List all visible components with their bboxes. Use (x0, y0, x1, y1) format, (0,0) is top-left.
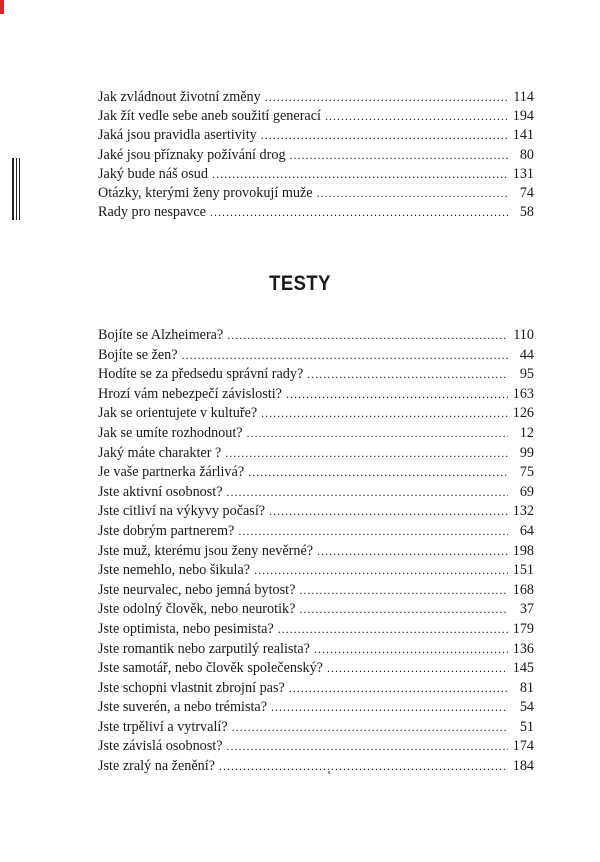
toc-entry-title: Je vaše partnerka žárlivá? (98, 464, 245, 481)
toc-entry (98, 620, 534, 640)
toc-entry (98, 757, 534, 777)
dot-leader (227, 737, 508, 757)
toc-entry-page: 75 (519, 464, 534, 481)
toc-entry (98, 737, 534, 757)
toc-entry (98, 107, 534, 126)
dot-leader (182, 346, 508, 366)
toc-entry-page: 131 (512, 165, 534, 182)
toc-entry-page: 179 (512, 620, 534, 637)
toc-entry-title: Hodíte se za předsedu správní rady? (98, 366, 304, 383)
binding-marks (12, 158, 20, 220)
toc-entry-title: Jaké jsou příznaky požívání drog (98, 146, 286, 163)
toc-entry-title: Jak se umíte rozhodnout? (98, 424, 243, 441)
dot-leader (219, 757, 508, 777)
toc-entry-page: 80 (519, 146, 534, 163)
dot-leader (227, 326, 508, 346)
toc-entry-title: Jste aktivní osobnost? (98, 483, 223, 500)
toc-entry-title: Jste odolný člověk, nebo neurotik? (98, 601, 296, 618)
toc-entry-title: Jste muž, kterému jsou ženy nevěrné? (98, 542, 314, 559)
dot-leader (212, 165, 508, 184)
toc-entry-page: 174 (512, 738, 534, 755)
toc-entry (98, 542, 534, 562)
dot-leader (248, 463, 508, 483)
dot-leader (261, 404, 508, 424)
toc-entry (98, 600, 534, 620)
toc-entry-title: Jste romantik nebo zarputilý realista? (98, 640, 310, 657)
toc-entry-page: 95 (519, 366, 534, 383)
toc-entry-title: Jste trpěliví a vytrvalí? (98, 718, 228, 735)
toc-entry-title: Otázky, kterými ženy provokují muže (98, 184, 313, 201)
toc-entry-title: Jste nemehlo, nebo šikula? (98, 562, 251, 579)
toc-entry-page: 58 (519, 204, 534, 221)
dot-leader (314, 640, 508, 660)
dot-leader (210, 203, 508, 222)
toc-entry-title: Jste zralý na ženění? (98, 758, 215, 775)
toc-entry-page: 151 (512, 562, 534, 579)
toc-entry (98, 679, 534, 699)
dot-leader (307, 365, 508, 385)
toc-entry-page: 12 (519, 424, 534, 441)
toc-entry-page: 168 (512, 581, 534, 598)
toc-entry-page: 74 (519, 184, 534, 201)
toc-entry (98, 126, 534, 145)
toc-entry-page: 99 (519, 444, 534, 461)
toc-entry (98, 404, 534, 424)
toc-entry (98, 718, 534, 738)
toc-entry-page: 145 (512, 660, 534, 677)
dot-leader (289, 679, 508, 699)
dot-leader (271, 698, 508, 718)
toc-entry-title: Jste neurvalec, nebo jemná bytost? (98, 581, 296, 598)
dot-leader (227, 483, 508, 503)
toc-entry (98, 365, 534, 385)
toc-entry (98, 561, 534, 581)
dot-leader (247, 424, 508, 444)
toc-entry-page: 44 (519, 346, 534, 363)
toc-entry-page: 132 (512, 503, 534, 520)
toc-entry (98, 203, 534, 222)
toc-entry (98, 483, 534, 503)
toc-entry-page: 136 (512, 640, 534, 657)
dot-leader (317, 184, 508, 203)
dot-leader (325, 107, 508, 126)
toc-entry (98, 346, 534, 366)
toc-entry-page: 110 (513, 327, 534, 343)
toc-entry-page: 54 (519, 699, 534, 716)
toc-entry-page: 69 (519, 483, 534, 500)
toc-entry-title: Jak zvládnout životní změny (98, 89, 261, 105)
toc-entry-page: 141 (512, 127, 534, 144)
dot-leader (269, 502, 508, 522)
toc-entry (98, 424, 534, 444)
toc-entry-title: Jste optimista, nebo pesimista? (98, 620, 274, 637)
toc-entry-page: 184 (512, 758, 534, 775)
dot-leader (286, 385, 508, 405)
toc-entry (98, 326, 534, 346)
toc-entry (98, 184, 534, 203)
toc-entry-page: 51 (519, 718, 534, 735)
dot-leader (290, 146, 508, 165)
toc-entry (98, 146, 534, 165)
toc-entry-page: 81 (519, 679, 534, 696)
toc-entry (98, 88, 534, 107)
toc-entry (98, 385, 534, 405)
toc-entry (98, 444, 534, 464)
toc-list-tests (98, 326, 534, 777)
toc-entry (98, 698, 534, 718)
dot-leader (327, 659, 508, 679)
toc-entry (98, 522, 534, 542)
dot-leader (261, 126, 508, 145)
toc-entry-title: Jaká jsou pravidla asertivity (98, 127, 257, 144)
toc-entry-title: Jste schopni vlastnit zbrojní pas? (98, 679, 285, 696)
toc-entry-title: Bojíte se žen? (98, 346, 178, 363)
dot-leader (278, 620, 508, 640)
dot-leader (238, 522, 508, 542)
dot-leader (299, 600, 508, 620)
stray-mark (328, 771, 330, 774)
toc-entry (98, 165, 534, 184)
page-edge-mark (0, 0, 4, 14)
toc-entry-title: Jaký máte charakter ? (98, 444, 222, 461)
toc-entry-page: 163 (512, 385, 534, 402)
toc-entry-page: 37 (519, 601, 534, 618)
toc-list-top (98, 88, 534, 222)
toc-entry-title: Jste samotář, nebo člověk společenský? (98, 660, 323, 677)
toc-entry-title: Jste suverén, a nebo trémista? (98, 699, 268, 716)
dot-leader (265, 88, 508, 107)
dot-leader (317, 542, 508, 562)
toc-entry-title: Rady pro nespavce (98, 204, 206, 221)
dot-leader (232, 718, 508, 738)
dot-leader (254, 561, 508, 581)
toc-entry-title: Jste dobrým partnerem? (98, 522, 235, 539)
toc-entry-title: Hrozí vám nebezpečí závislosti? (98, 385, 282, 402)
toc-entry-page: 64 (519, 522, 534, 539)
toc-entry-page: 198 (512, 542, 534, 559)
toc-entry-title: Jak žít vedle sebe aneb soužití generací (98, 108, 321, 125)
toc-entry-page: 126 (512, 405, 534, 422)
toc-entry (98, 659, 534, 679)
toc-entry (98, 640, 534, 660)
toc-entry-title: Jste citliví na výkyvy počasí? (98, 503, 266, 520)
dot-leader (225, 444, 508, 464)
toc-entry (98, 502, 534, 522)
dot-leader (299, 581, 508, 601)
toc-entry-title: Jak se orientujete v kultuře? (98, 405, 258, 422)
section-heading-tests: TESTY (269, 272, 331, 295)
toc-entry-page: 114 (513, 89, 534, 105)
toc-entry (98, 581, 534, 601)
toc-entry-page: 194 (512, 108, 534, 125)
toc-entry-title: Jste závislá osobnost? (98, 738, 223, 755)
toc-entry (98, 463, 534, 483)
toc-entry-title: Jaký bude náš osud (98, 165, 208, 182)
toc-entry-title: Bojíte se Alzheimera? (98, 327, 224, 343)
